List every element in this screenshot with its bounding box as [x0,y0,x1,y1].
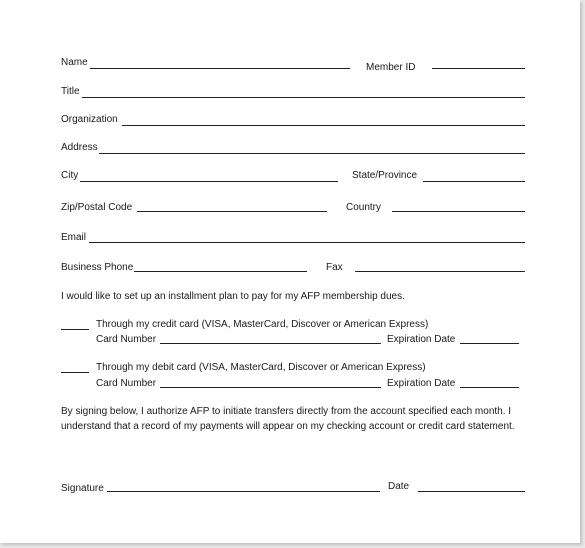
debit-card-number-field[interactable] [160,387,381,388]
business-phone-field[interactable] [134,271,307,272]
credit-expiration-label: Expiration Date [387,334,456,345]
title-field[interactable] [82,97,525,98]
organization-label: Organization [61,114,118,125]
authorization-paragraph [61,404,515,434]
zip-field[interactable] [137,211,327,212]
debit-card-number-label: Card Number [96,378,157,389]
fax-field[interactable] [355,271,525,272]
installment-text: I would like to set up an installment plan to pay for my AFP membership dues. [61,291,405,302]
credit-card-number-label: Card Number [96,334,157,345]
name-field[interactable] [90,68,350,69]
business-phone-label: Business Phone [61,262,134,273]
email-field[interactable] [89,242,525,243]
country-field[interactable] [392,211,525,212]
title-label: Title [61,86,80,97]
country-label: Country [346,202,382,213]
debit-expiration-field[interactable] [460,387,519,388]
credit-card-option: Through my credit card (VISA, MasterCard, Discover or American Express) [96,319,429,330]
state-field[interactable] [423,181,525,182]
authorization-line-2: understand that a record of my payments will appear on my checking account or credit card statement. [61,421,515,432]
city-label: City [61,170,79,181]
address-label: Address [61,142,98,153]
member-id-label: Member ID [366,62,416,73]
member-id-field[interactable] [432,68,525,69]
signature-field[interactable] [107,491,380,492]
credit-card-number-field[interactable] [160,343,381,344]
debit-card-option: Through my debit card (VISA, MasterCard, Discover or American Express) [96,362,426,373]
state-label: State/Province [352,170,418,181]
fax-label: Fax [326,262,343,273]
address-field[interactable] [99,153,525,154]
debit-expiration-label: Expiration Date [387,378,456,389]
city-field[interactable] [80,181,338,182]
date-label: Date [388,481,410,492]
debit-card-checkbox-line[interactable] [61,372,89,373]
signature-label: Signature [61,483,104,494]
date-field[interactable] [418,491,525,492]
email-label: Email [61,232,87,243]
credit-expiration-field[interactable] [460,343,519,344]
authorization-line-1: By signing below, I authorize AFP to initiate transfers directly from the account specified each month. I [61,406,512,417]
zip-label: Zip/Postal Code [61,202,133,213]
credit-card-checkbox-line[interactable] [61,329,89,330]
name-label: Name [61,57,88,68]
organization-field[interactable] [122,125,525,126]
